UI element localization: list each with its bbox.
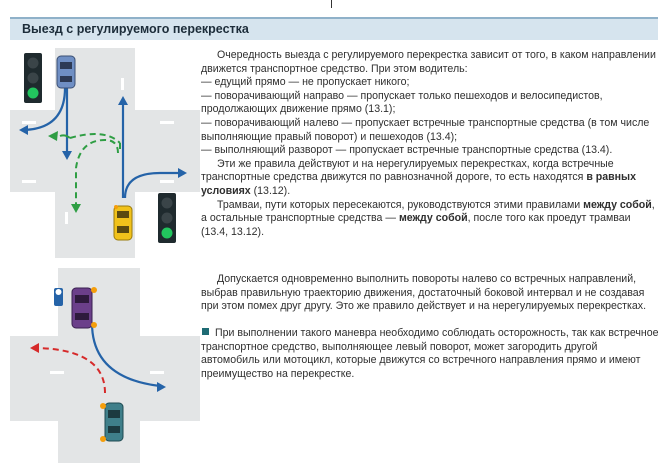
traffic-light-left bbox=[24, 53, 42, 103]
list-item: — поворачивающий направо — пропускает только пешеходов и велосипедистов, продолжающих движение прямо (13.1); bbox=[201, 89, 603, 116]
intro-paragraph: Очередность выезда с регулируемого перекрестка зависит от того, в каком направлении движется транспортное средство. При этом водитель: bbox=[201, 49, 656, 75]
traffic-light-small bbox=[54, 288, 63, 306]
car-yellow-icon bbox=[114, 205, 132, 240]
list-item: — выполняющий разворот — пропускает встречные транспортные средства (13.4). bbox=[201, 144, 613, 157]
tram-paragraph: Трамваи, пути которых пересекаются, руководствуются этими правилами между собой, а остальные транспортные средства — между собой, после того как проедут трамваи (13.4, 13.12). bbox=[201, 198, 655, 238]
note-bullet-icon bbox=[202, 328, 209, 335]
section-title-bar bbox=[10, 17, 658, 40]
equal-conditions-paragraph: Эти же правила действуют и на нерегулируемых перекрестках, когда встречные транспортные средства движутся по равнозначной дороге, то есть находятся в равных условиях (13.12). bbox=[201, 157, 636, 197]
car-blue-icon bbox=[57, 56, 75, 88]
simultaneous-turn-paragraph: Допускается одновременно выполнить повороты налево со встречных направлений, выбрав правильную траекторию движения, достаточный боковой интервал и не создавая при этом помех друг другу. Это же правило действует и на нерегулируемых перекрестках. bbox=[201, 273, 647, 313]
page-top-mark bbox=[331, 0, 332, 8]
rules-text bbox=[201, 49, 659, 239]
section-title: Выезд с регулируемого перекрестка bbox=[22, 22, 249, 36]
list-item: — едущий прямо — не пропускает никого; bbox=[201, 76, 410, 89]
traffic-light-right bbox=[158, 193, 176, 243]
intersection-diagram-1 bbox=[10, 48, 200, 258]
left-turn-text bbox=[201, 273, 659, 314]
caution-note: При выполнении такого маневра необходимо соблюдать осторожность, так как встречное транспортное средство, выполняющее левый поворот, может загородить другой автомобиль или мотоцикл, которые движутся со встречного направления прямо и имеют преимущество на перекрестке. bbox=[201, 327, 659, 380]
intersection-diagram-2 bbox=[10, 268, 200, 463]
list-item: — поворачивающий налево — пропускает встречные транспортные средства (в том числе выполняющие правый поворот) и пешеходов (13.4); bbox=[201, 116, 650, 143]
